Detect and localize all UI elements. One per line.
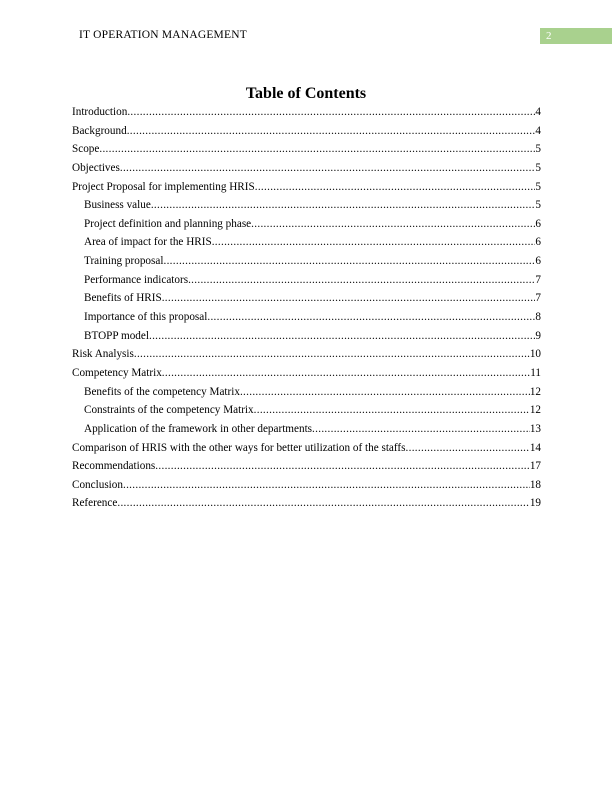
toc-entry[interactable] bbox=[72, 476, 541, 495]
toc-entry-label: Risk Analysis bbox=[72, 348, 134, 361]
toc-title: Table of Contents bbox=[245, 85, 367, 102]
toc-entry-label: Project Proposal for implementing HRIS bbox=[72, 180, 255, 193]
toc-entry-page: 5 bbox=[535, 161, 541, 174]
toc-dot-leader bbox=[162, 364, 530, 383]
toc-entry-page: 13 bbox=[529, 422, 541, 435]
toc-dot-leader bbox=[254, 401, 530, 420]
toc-entry-label: Benefits of HRIS bbox=[84, 292, 162, 305]
toc-entry[interactable] bbox=[72, 122, 541, 141]
toc-entry-label: Benefits of the competency Matrix bbox=[84, 385, 240, 398]
toc-entry-label: Project definition and planning phase bbox=[84, 217, 252, 230]
toc-dot-leader bbox=[99, 140, 535, 159]
toc-dot-leader bbox=[212, 233, 536, 252]
toc-entry-page: 12 bbox=[529, 385, 541, 398]
toc-entry-page: 8 bbox=[535, 311, 541, 324]
page-number-badge: 2 bbox=[540, 28, 612, 44]
toc-entry-label: Constraints of the competency Matrix bbox=[84, 404, 254, 417]
toc-entry[interactable] bbox=[72, 103, 541, 122]
toc-entry-page: 5 bbox=[535, 143, 541, 156]
toc-entry-page: 5 bbox=[535, 180, 541, 193]
toc-entry-label: Background bbox=[72, 124, 127, 137]
toc-dot-leader bbox=[127, 122, 536, 141]
toc-dot-leader bbox=[207, 308, 535, 327]
toc-entry[interactable] bbox=[72, 140, 541, 159]
toc-entry-page: 12 bbox=[529, 404, 541, 417]
toc-entry-label: Recommendations bbox=[72, 460, 156, 473]
toc-dot-leader bbox=[134, 345, 530, 364]
toc-subentry[interactable] bbox=[72, 308, 541, 327]
toc-entry-page: 5 bbox=[535, 199, 541, 212]
toc-entry-page: 6 bbox=[535, 217, 541, 230]
toc-entry-page: 4 bbox=[535, 124, 541, 137]
toc-entry-label: Performance indicators bbox=[84, 273, 189, 286]
toc-subentry[interactable] bbox=[72, 327, 541, 346]
toc-dot-leader bbox=[251, 215, 535, 234]
toc-entry-label: Importance of this proposal bbox=[84, 311, 208, 324]
toc-dot-leader bbox=[127, 103, 535, 122]
toc-entry-page: 6 bbox=[535, 255, 541, 268]
toc-entry[interactable] bbox=[72, 345, 541, 364]
toc-dot-leader bbox=[151, 196, 536, 215]
toc-entry-page: 4 bbox=[535, 106, 541, 118]
toc-entry-page: 19 bbox=[529, 497, 541, 510]
toc-subentry[interactable] bbox=[72, 401, 541, 420]
toc-entry-page: 6 bbox=[535, 236, 541, 249]
toc-dot-leader bbox=[120, 159, 536, 178]
toc-entry-page: 7 bbox=[535, 292, 541, 305]
toc-entry-label: Business value bbox=[84, 199, 151, 212]
toc-entry-label: Comparison of HRIS with the other ways for better utilization of the staffs bbox=[72, 441, 406, 454]
toc-entry-label: Scope bbox=[72, 143, 100, 156]
toc-entry-label: Application of the framework in other departments bbox=[84, 422, 313, 435]
toc-entry-label: Training proposal bbox=[84, 255, 164, 268]
toc-entry-label: Introduction bbox=[72, 106, 128, 118]
toc-dot-leader bbox=[149, 327, 535, 346]
toc-entry-label: Reference bbox=[72, 497, 118, 510]
toc-entry[interactable] bbox=[72, 439, 541, 458]
toc-entry-label: Objectives bbox=[72, 161, 120, 174]
toc-dot-leader bbox=[155, 457, 530, 476]
toc-entry[interactable] bbox=[72, 494, 541, 513]
toc-dot-leader bbox=[188, 271, 535, 290]
toc-subentry[interactable] bbox=[72, 289, 541, 308]
toc-entry-page: 9 bbox=[535, 329, 541, 342]
toc-subentry[interactable] bbox=[72, 196, 541, 215]
toc-dot-leader bbox=[255, 178, 536, 197]
toc-entry-label: Competency Matrix bbox=[72, 366, 162, 379]
toc-entry[interactable] bbox=[72, 364, 541, 383]
toc-subentry[interactable] bbox=[72, 252, 541, 271]
toc-dot-leader bbox=[117, 494, 529, 513]
toc-subentry[interactable] bbox=[72, 233, 541, 252]
toc-subentry[interactable] bbox=[72, 420, 541, 439]
toc-entry[interactable] bbox=[72, 178, 541, 197]
toc-dot-leader bbox=[123, 476, 530, 495]
toc-entry-page: 11 bbox=[530, 366, 541, 379]
toc-entry-label: BTOPP model bbox=[84, 329, 149, 342]
toc-dot-leader bbox=[312, 420, 530, 439]
toc-entry-label: Conclusion bbox=[72, 478, 123, 491]
header-title: IT OPERATION MANAGEMENT bbox=[79, 29, 247, 41]
toc-dot-leader bbox=[406, 439, 530, 458]
toc-subentry[interactable] bbox=[72, 271, 541, 290]
toc-entry[interactable] bbox=[72, 159, 541, 178]
toc-entry[interactable] bbox=[72, 457, 541, 476]
toc-dot-leader bbox=[162, 289, 536, 308]
toc-entry-label: Area of impact for the HRIS bbox=[84, 236, 212, 249]
toc-dot-leader bbox=[163, 252, 535, 271]
toc-entry-page: 14 bbox=[529, 441, 541, 454]
toc-dot-leader bbox=[240, 383, 530, 402]
toc-subentry[interactable] bbox=[72, 215, 541, 234]
toc-entry-page: 17 bbox=[529, 460, 541, 473]
toc-entry-page: 10 bbox=[529, 348, 541, 361]
toc-subentry[interactable] bbox=[72, 383, 541, 402]
toc-list bbox=[72, 103, 541, 513]
toc-entry-page: 18 bbox=[529, 478, 541, 491]
toc-entry-page: 7 bbox=[535, 273, 541, 286]
